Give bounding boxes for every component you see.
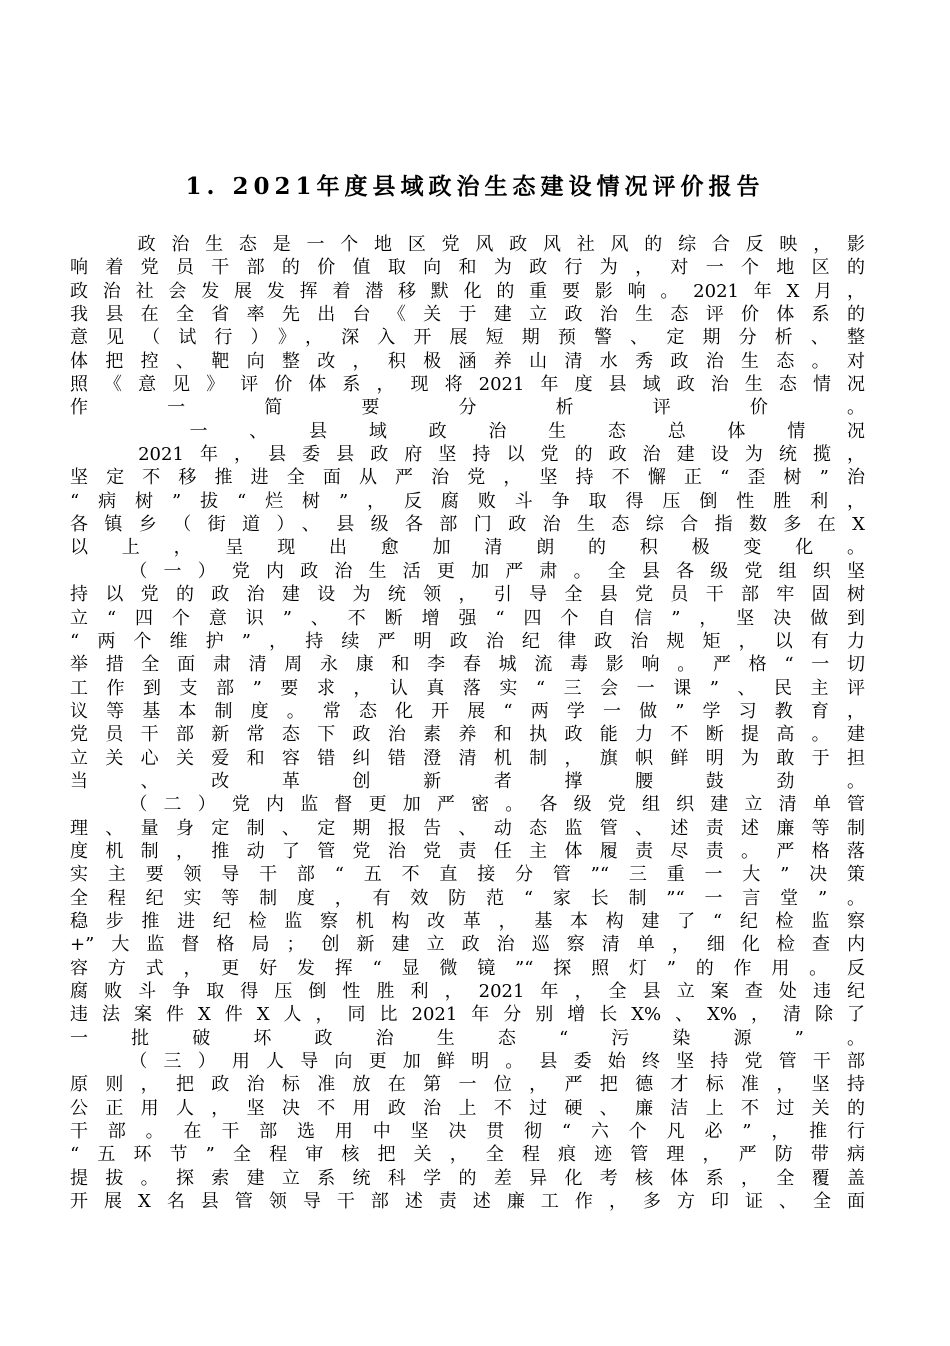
document-body — [70, 233, 865, 1213]
body-line: 党员干部新常态下政治素养和执政能力不断提高。建 — [70, 724, 865, 746]
body-line: 干部。在干部选用中坚决贯彻“六个凡必”，推行 — [70, 1121, 865, 1143]
body-line: 持以党的政治建设为统领，引导全县党员干部牢固树 — [70, 584, 865, 606]
body-line: 响着党员干部的价值取向和为政行为，对一个地区的 — [70, 257, 865, 279]
body-line: 稳步推进纪检监察机构改革，基本构建了“纪检监察 — [70, 910, 865, 932]
body-line: 当、改革创新者撑腰鼓劲。 — [70, 770, 865, 792]
body-line: 意见（试行）》，深入开展短期预警、定期分析、整 — [70, 327, 865, 349]
body-line: 举措全面肃清周永康和李春城流毒影响。严格“一切 — [70, 654, 865, 676]
body-line: +”大监督格局；创新建立政治巡察清单，细化检查内 — [70, 934, 865, 956]
document-title: 1. 2021年度县域政治生态建设情况评价报告 — [185, 173, 765, 200]
body-line: 一批破坏政治生态“污染源”。 — [70, 1027, 865, 1049]
body-line: “病树”拔“烂树”，反腐败斗争取得压倒性胜利， — [70, 490, 865, 512]
body-line: 各镇乡（街道）、县级各部门政治生态综合指数多在X — [70, 514, 865, 536]
body-line: （二）党内监督更加严密。各级党组织建立清单管 — [70, 794, 865, 816]
body-line: 政治社会发展发挥着潜移默化的重要影响。2021年X月， — [70, 280, 865, 302]
body-line: 容方式，更好发挥“显微镜”“探照灯”的作用。反 — [70, 957, 865, 979]
body-line: 我县在全省率先出台《关于建立政治生态评价体系的 — [70, 304, 865, 326]
body-line: 公正用人，坚决不用政治上不过硬、廉洁上不过关的 — [70, 1097, 865, 1119]
body-line: 政治生态是一个地区党风政风社风的综合反映，影 — [70, 234, 865, 255]
body-line: 以上，呈现出愈加清朗的积极变化。 — [70, 537, 865, 559]
body-line: 开展X名县管领导干部述责述廉工作，多方印证、全面 — [70, 1191, 865, 1213]
body-line: 全程纪实等制度，有效防范“家长制”“一言堂”。 — [70, 887, 865, 909]
body-line: 腐败斗争取得压倒性胜利，2021年，全县立案查处违纪 — [70, 981, 865, 1002]
body-line: 理、量身定制、定期报告、动态监管、述责述廉等制 — [70, 817, 865, 839]
body-line: 照《意见》评价体系，现将2021年度县域政治生态情况 — [70, 374, 865, 396]
body-line: 立关心关爱和容错纠错澄清机制，旗帜鲜明为敢于担 — [70, 747, 865, 769]
body-line: 度机制，推动了管党治党责任主体履责尽责。严格落 — [70, 840, 865, 862]
body-line: （三）用人导向更加鲜明。县委始终坚持党管干部 — [70, 1051, 865, 1073]
body-line: 议等基本制度。常态化开展“两学一做”学习教育， — [70, 700, 865, 722]
body-line: 原则，把政治标准放在第一位，严把德才标准，坚持 — [70, 1074, 865, 1096]
body-line: “两个维护”，持续严明政治纪律政治规矩，以有力 — [70, 630, 865, 652]
body-line: （一）党内政治生活更加严肃。全县各级党组织坚 — [70, 560, 865, 582]
body-line: 2021年，县委县政府坚持以党的政治建设为统揽， — [70, 444, 865, 466]
body-line: 坚定不移推进全面从严治党，坚持不懈正“歪树”治 — [70, 467, 865, 489]
body-line: 体把控、靶向整改，积极涵养山清水秀政治生态。对 — [70, 350, 865, 372]
body-line: 违法案件X件X人，同比2021年分别增长X%、X%，清除了 — [70, 1004, 865, 1026]
body-line: 提拔。探索建立系统科学的差异化考核体系，全覆盖 — [70, 1167, 865, 1189]
body-line: 工作到支部”要求，认真落实“三会一课”、民主评 — [70, 677, 865, 699]
body-line: 一、县域政治生态总体情况 — [70, 420, 865, 442]
body-line: 作一简要分析评价。 — [70, 397, 865, 419]
body-line: “五环节”全程审核把关，全程痕迹管理，严防带病 — [70, 1144, 865, 1166]
body-line: 立“四个意识”、不断增强“四个自信”，坚决做到 — [70, 607, 865, 629]
body-line: 实主要领导干部“五不直接分管”“三重一大”决策 — [70, 864, 865, 886]
